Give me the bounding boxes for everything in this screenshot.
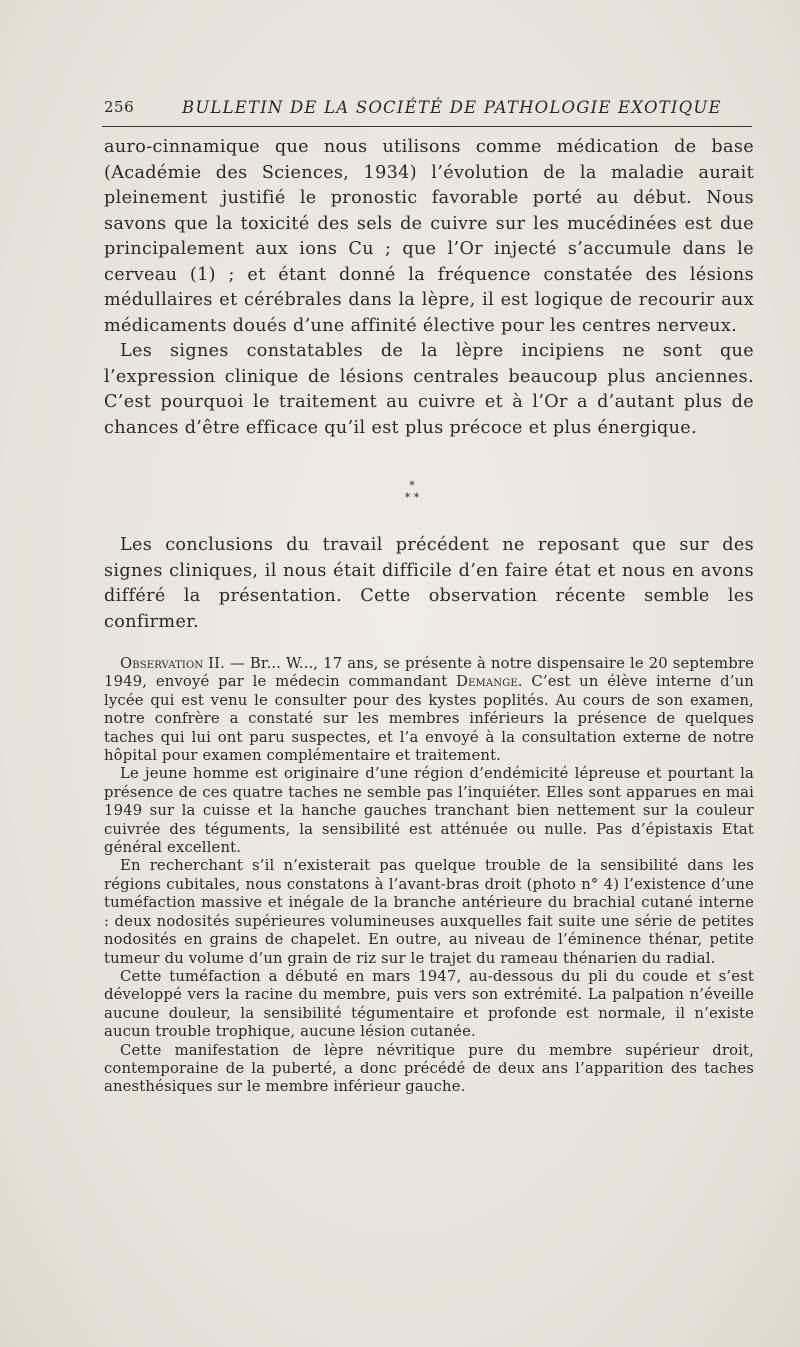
observation-paragraph-2: Le jeune homme est originaire d’une région d’endémicité lépreuse et pourtant la présence de ces quatre taches ne semble pas l’inquiéter. Elles sont apparues en mai 1949 sur la cuisse et la hanche gauches tranchant bien nettement sur la couleur cuivrée des téguments, la sensibilité est atténuée ou nulle. Pas d’épistaxis Etat général excellent.	[104, 765, 754, 857]
observation-paragraph-3: En recherchant s’il n’existerait pas quelque trouble de la sensibilité dans les régions cubitales, nous constatons à l’avant-bras droit (photo n° 4) l’existence d’une tuméfaction massive et inégale de la branche antérieure du brachial cutané interne : deux nodosités supérieures volumineuses auxquelles fait suite une série de petites nodosités en grains de chapelet. En outre, au niveau de l’éminence thénar, petite tumeur du volume d’un grain de riz sur le trajet du rameau thénarien du radial.	[104, 857, 754, 967]
observation-intro-end: C’est un élève interne d’un lycée qui est venu le consulter pour des kystes poplités. Au cours de son examen, notre confrère a constaté sur les membres inférieurs la présence de quelques taches qui lui ont paru suspectes, et l’a envoyé à la consultation externe de notre hôpital pour examen complémentaire et traitement.	[104, 673, 754, 765]
paragraph-auro-cinnamique: auro-cinnamique que nous utilisons comme médication de base (Académie des Sciences, 1934) l’évolution de la maladie aurait pleinement justifié le pronostic favorable porté au début. Nous savons que la toxicité des sels de cuivre sur les mucédinées est due principalement aux ions Cu ; que l’Or injecté s’accumule dans le cerveau (1) ; et étant donné la fréquence constatée des lésions médullaires et cérébrales dans la lèpre, il est logique de recourir aux médicaments doués d’une affinité élective pour les centres nerveux.	[104, 137, 754, 336]
paragraph-signes-constatables: Les signes constatables de la lèpre incipiens ne sont que l’expression clinique de lésions centrales beaucoup plus anciennes. C’est pourquoi le traitement au cuivre et à l’Or a d’autant plus de chances d’être efficace qu’il est plus précoce et plus énergique.	[104, 341, 754, 438]
running-title: BULLETIN DE LA SOCIÉTÉ DE PATHOLOGIE EXOTIQUE	[182, 98, 722, 117]
section-1	[104, 135, 754, 441]
observation-paragraph-5: Cette manifestation de lèpre névritique pure du membre supérieur droit, contemporaine de la puberté, a donc précédé de deux ans l’apparition des taches anesthésiques sur le membre inférieur gauche.	[104, 1041, 754, 1096]
asterism-bottom: * *	[404, 491, 420, 504]
observation-section	[104, 655, 754, 1097]
section-2	[104, 533, 754, 635]
observation-paragraph-1	[104, 655, 754, 765]
observation-paragraph-4: Cette tuméfaction a débuté en mars 1947, au-dessous du pli du coude et s’est développé vers la racine du membre, puis vers son extrémité. La palpation n’éveille aucune douleur, la sensibilité tégumentaire et profonde est normale, il n’existe aucun trouble trophique, aucune lésion cutanée.	[104, 967, 754, 1041]
page-number: 256	[104, 98, 135, 116]
page-header	[104, 94, 754, 124]
doctor-name: Demange.	[456, 673, 523, 691]
asterism-top: *	[409, 479, 415, 492]
section-asterism	[392, 480, 432, 510]
header-rule	[102, 126, 752, 127]
paragraph-conclusions: Les conclusions du travail précédent ne reposant que sur des signes cliniques, il nous était difficile d’en faire état et nous en avons différé la présentation. Cette observation récente semble les confirmer.	[104, 535, 754, 632]
observation-intro: — Br... W..., 17 ans, se présente à notre dispensaire le 20 septembre 1949, envoyé par le médecin commandant	[104, 655, 754, 691]
observation-label: Observation II.	[120, 655, 226, 672]
